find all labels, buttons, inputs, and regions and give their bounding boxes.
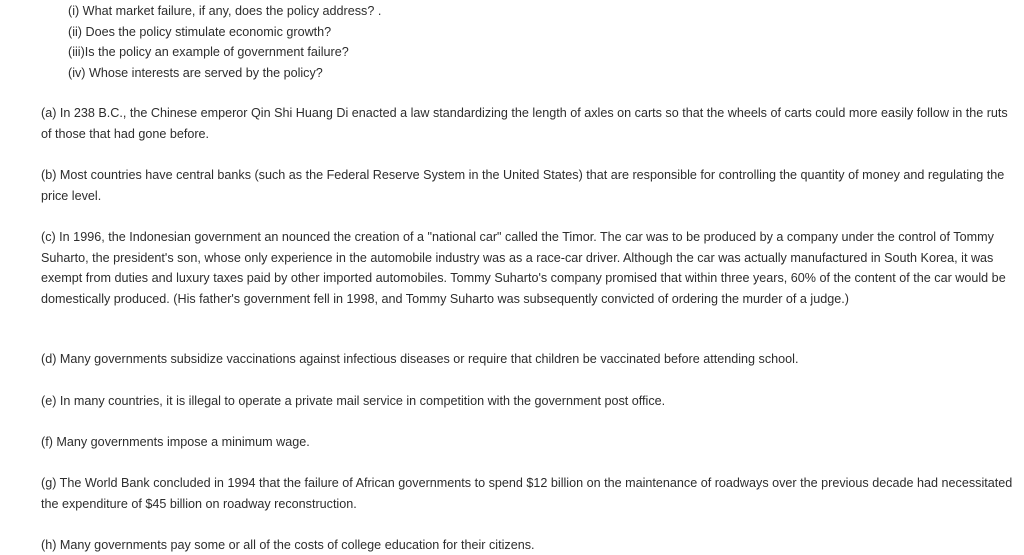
policy-paragraph-b: (b) Most countries have central banks (such as the Federal Reserve System in the United States) that are responsible for controlling the quantity of money and regulating the price level. (41, 168, 1005, 203)
question-list (68, 1, 381, 83)
question-item: (iii)Is the policy an example of government failure? (68, 45, 349, 60)
policy-paragraph-f: (f) Many governments impose a minimum wage. (41, 435, 310, 449)
question-item: (i) What market failure, if any, does the policy address? . (68, 4, 382, 18)
policy-paragraph-h: (h) Many governments pay some or all of the costs of college education for their citizens. (41, 538, 535, 552)
policy-paragraph-c: (c) In 1996, the Indonesian government an nounced the creation of a "national car" called the Timor. The car was to be produced by a company under the control of Tommy Suharto, the president's son, whose only experience in the automobile industry was as a race-car driver. Although the car was actually manufactured in South Korea, it was exempt from duties and luxury taxes paid by other imported automobiles. Tommy Suharto's company promised that within three years, 60% of the content of the car would be domestically produced. (His father's government fell in 1998, and Tommy Suharto was subsequently convicted of ordering the murder of a judge.) (41, 230, 1006, 306)
policy-paragraph-a: (a) In 238 B.C., the Chinese emperor Qin Shi Huang Di enacted a law standardizing the length of axles on carts so that the wheels of carts could more easily follow in the ruts of those that had gone before. (41, 106, 1008, 141)
question-item: (iv) Whose interests are served by the policy? (68, 65, 323, 80)
policy-paragraph-d: (d) Many governments subsidize vaccinations against infectious diseases or require that children be vaccinated before attending school. (41, 352, 799, 366)
policy-paragraph-g: (g) The World Bank concluded in 1994 that the failure of African governments to spend $12 billion on the maintenance of roadways over the previous decade had necessitated the expenditure of $45 billion on roadway reconstruction. (41, 476, 1013, 511)
policy-paragraph-e: (e) In many countries, it is illegal to operate a private mail service in competition with the government post office. (41, 394, 666, 408)
question-item: (ii) Does the policy stimulate economic growth? (68, 24, 332, 39)
